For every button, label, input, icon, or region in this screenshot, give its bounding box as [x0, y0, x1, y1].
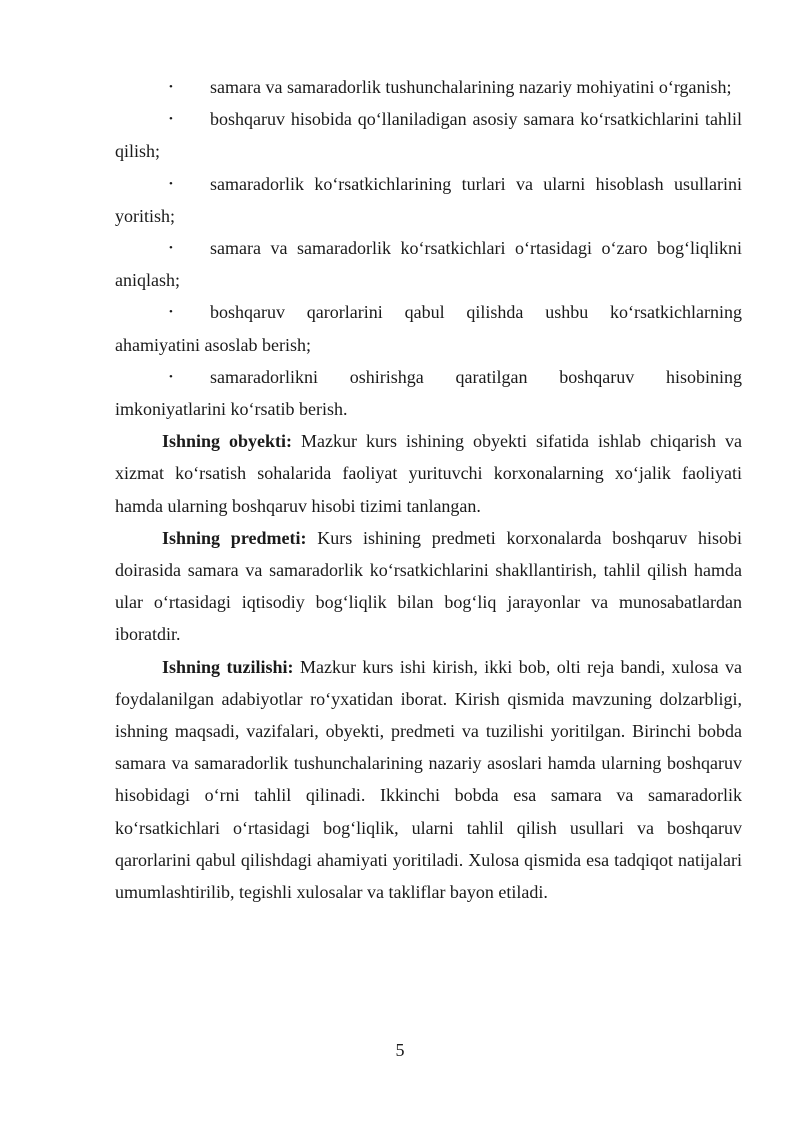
page-number: 5: [395, 1040, 405, 1060]
list-item-text: samara va samaradorlik tushunchalarining nazariy mohiyatini o‘rganish;: [210, 77, 732, 97]
object-paragraph: [115, 425, 742, 522]
bullet-icon: •: [169, 81, 173, 93]
subject-label: Ishning predmeti:: [162, 527, 307, 548]
bullet-icon: •: [169, 242, 173, 255]
list-item: [115, 361, 742, 425]
bullet-icon: •: [169, 306, 173, 319]
list-item: [115, 71, 742, 103]
object-text: Mazkur kurs ishining obyekti sifatida ishlab chiqarish va xizmat ko‘rsatish sohalarida faoliyat yurituvchi korxonalarning xo‘jalik faoliyati hamda ularning boshqaruv hisobi tizimi tanlangan.: [115, 431, 742, 516]
list-item: [115, 232, 742, 296]
task-bullet-list: [115, 71, 742, 425]
page-body: [115, 71, 742, 908]
list-item-text: boshqaruv qarorlarini qabul qilishda ushbu ko‘rsatkichlarning ahamiyatini asoslab berish;: [115, 302, 742, 355]
subject-paragraph: [115, 522, 742, 651]
bullet-icon: •: [169, 177, 173, 190]
list-item: [115, 168, 742, 232]
structure-label: Ishning tuzilishi:: [162, 656, 294, 677]
bullet-icon: •: [169, 370, 173, 383]
structure-paragraph: [115, 651, 742, 909]
list-item-text: samaradorlikni oshirishga qaratilgan boshqaruv hisobining imkoniyatlarini ko‘rsatib berish.: [115, 366, 742, 420]
object-label: Ishning obyekti:: [162, 431, 293, 452]
structure-text: Mazkur kurs ishi kirish, ikki bob, olti reja bandi, xulosa va foydalanilgan adabiyotlar ro‘yxatidan iborat. Kirish qismida mavzuning dolzarbligi, ishning maqsadi, vazifalari, obyekti, predmeti va tuzilishi yoritilgan. Birinchi bobda samara va samaradorlik tushunchalarining nazariy asoslari hamda ularning boshqaruv hisobidagi o‘rni tahlil qilinadi. Ikkinchi bobda esa samara va samaradorlik ko‘rsatkichlari o‘rtasidagi bog‘liqlik, ularni tahlil qilish usullari va boshqaruv qarorlarini qabul qilishdagi ahamiyati yoritiladi. Xulosa qismida esa tadqiqot natijalari umumlashtirilib, tegishli xulosalar va takliflar bayon etiladi.: [115, 656, 742, 903]
subject-text: Kurs ishining predmeti korxonalarda boshqaruv hisobi doirasida samara va samaradorlik ko‘rsatkichlarini shakllantirish, tahlil qilish hamda ular o‘rtasidagi iqtisodiy bog‘liqlik bilan bog‘liq jarayonlar va munosabatlardan iboratdir.: [115, 527, 742, 645]
list-item: [115, 296, 742, 360]
bullet-icon: •: [169, 113, 173, 126]
list-item: [115, 103, 742, 167]
list-item-text: boshqaruv hisobida qo‘llaniladigan asosiy samara ko‘rsatkichlarini tahlil qilish;: [115, 109, 742, 162]
list-item-text: samaradorlik ko‘rsatkichlarining turlari va ularni hisoblash usullarini yoritish;: [115, 173, 742, 226]
list-item-text: samara va samaradorlik ko‘rsatkichlari o‘rtasidagi o‘zaro bog‘liqlikni aniqlash;: [115, 238, 742, 291]
